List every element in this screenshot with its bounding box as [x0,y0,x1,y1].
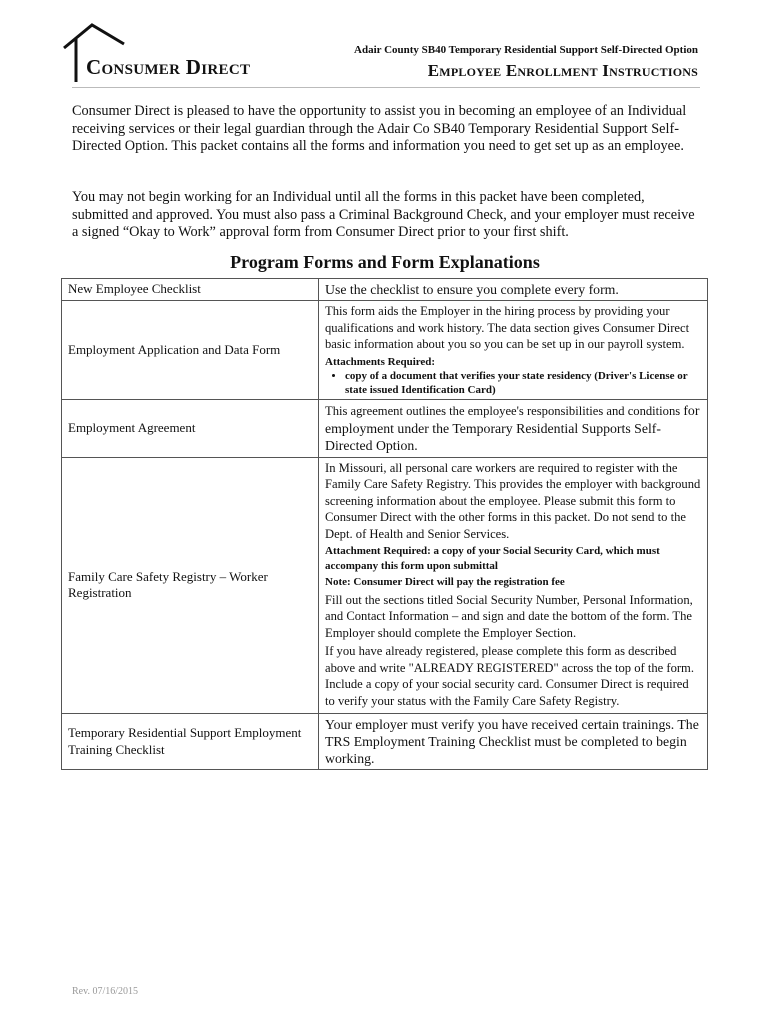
attachments-list [325,369,701,397]
table-row [62,714,708,770]
list-item: • copy of a document that verifies your state residency (Driver's License or state issued Identification Card) [345,369,701,397]
intro-paragraph-1: Consumer Direct is pleased to have the opportunity to assist you in becoming an employee of an Individual receiving services or their legal guardian through the Adair Co SB40 Temporary Residential Support Self-Directed Option. This packet contains all the forms and information you need to get set up as an employee. [72,103,687,154]
form-description: Use the checklist to ensure you complete every form. [319,279,708,301]
form-description-text: This agreement outlines the employee's responsibilities and conditions [325,404,681,418]
form-description: Your employer must verify you have received certain trainings. The TRS Employment Training Checklist must be completed to begin working. [319,714,708,770]
form-name: Family Care Safety Registry – Worker Registration [62,457,319,714]
registry-instructions: Fill out the sections titled Social Security Number, Personal Information, and Contact Information – and sign and date the bottom of the form. The Employer should complete the Employer Section. [325,592,693,640]
form-description [319,400,708,458]
attachments-label: Attachments Required: [325,355,436,368]
program-subtitle: Adair County SB40 Temporary Residential Support Self-Directed Option [354,44,698,56]
table-row [62,400,708,458]
page-title: Employee Enrollment Instructions [427,61,698,80]
form-name: Employment Application and Data Form [62,301,319,400]
intro-paragraph-2: You may not begin working for an Individual until all the forms in this packet have been completed, submitted and approved. You must also pass a Criminal Background Check, and your employer must receive a signed “Okay to Work” approval form from Consumer Direct prior to your first shift. [72,189,695,240]
form-name: Temporary Residential Support Employment Training Checklist [62,714,319,770]
table-row [62,301,708,400]
section-title: Program Forms and Form Explanations [230,252,540,272]
registry-attachment: Attachment Required: a copy of your Social Security Card, which must accompany this form upon submittal [325,545,660,572]
form-name: New Employee Checklist [62,279,319,301]
table-row [62,457,708,714]
revision-date: Rev. 07/16/2015 [72,986,139,997]
registry-already-registered: If you have already registered, please complete this form as described above and write "ALREADY REGISTERED" across the top of the form. Include a copy of your social security card. Consumer Direct is required to verify your status with the Family Care Safety Registry. [325,644,695,708]
document-header [0,0,770,100]
form-description [319,457,708,714]
header-divider [72,87,700,88]
registry-intro: In Missouri, all personal care workers are required to register with the Family Care Safety Registry. This provides the employer with background screening information about the employee. Please submit this form to Consumer Direct with the other forms in this packet. Do not send to the Dept. of Health and Senior Services. [325,460,701,541]
form-description [319,301,708,400]
registry-fee-note: Note: Consumer Direct will pay the registration fee [325,576,565,588]
form-description-text: for employment under the Temporary Residential Supports Self-Directed Option. [325,403,700,453]
form-name: Employment Agreement [62,400,319,458]
form-description-text: This form aids the Employer in the hiring process by providing your qualifications and work history. The data section gives Consumer Direct basic information about you so you can be set up in our payroll system. [325,304,690,351]
forms-table [61,278,708,770]
table-row [62,279,708,301]
logo-text: Consumer Direct [86,55,251,79]
consumer-direct-logo [62,22,302,84]
